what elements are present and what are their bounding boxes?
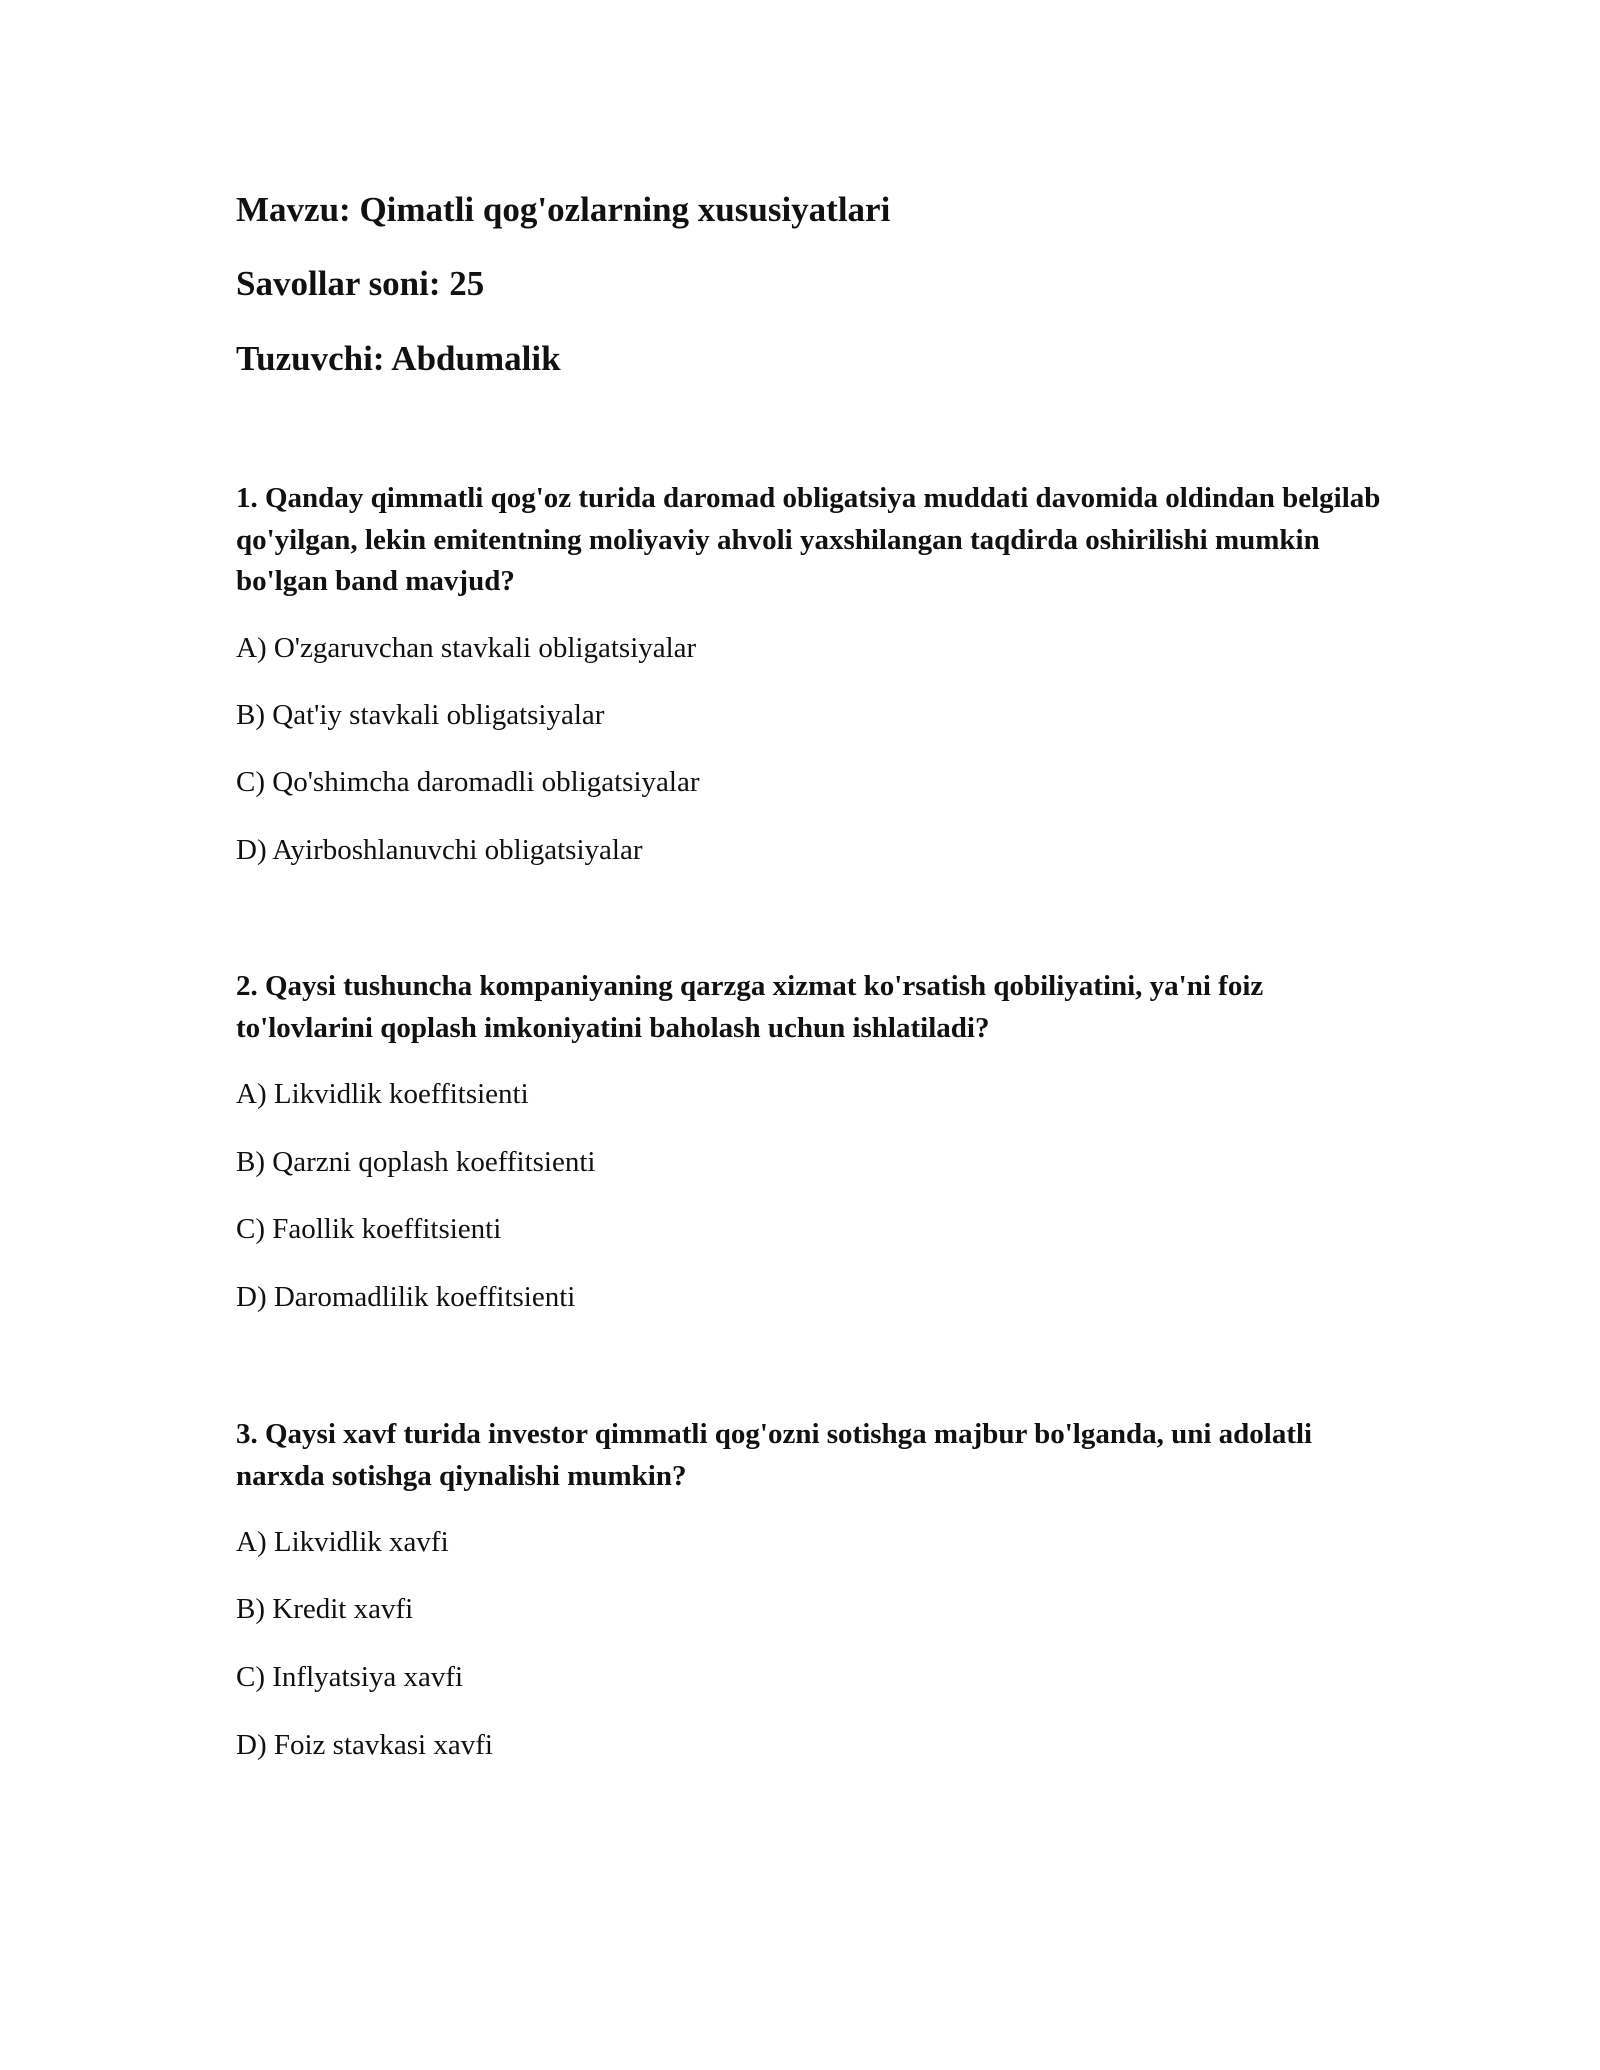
question-count: Savollar soni: 25 xyxy=(236,264,485,303)
question-1 xyxy=(236,478,1396,866)
answer-option-b: B) Qat'iy stavkali obligatsiyalar xyxy=(236,699,605,731)
answer-option-b: B) Qarzni qoplash koeffitsienti xyxy=(236,1146,596,1178)
question-text: 2. Qaysi tushuncha kompaniyaning qarzga xizmat ko'rsatish qobiliyatini, ya'ni foiz to'lovlarini qoplash imkoniyatini baholash uchun ishlatiladi? xyxy=(236,970,1264,1044)
answer-option-c: C) Inflyatsiya xavfi xyxy=(236,1661,464,1693)
answer-option-d: D) Daromadlilik koeffitsienti xyxy=(236,1281,576,1313)
answer-option-c: C) Faollik koeffitsienti xyxy=(236,1213,502,1245)
topic-heading: Mavzu: Qimatli qog'ozlarning xususiyatlari xyxy=(236,190,891,229)
answer-option-c: C) Qo'shimcha daromadli obligatsiyalar xyxy=(236,766,700,798)
answer-option-d: D) Ayirboshlanuvchi obligatsiyalar xyxy=(236,834,643,866)
question-text: 1. Qanday qimmatli qog'oz turida daromad obligatsiya muddati davomida oldindan belgilab qo'yilgan, lekin emitentning moliyaviy ahvoli yaxshilangan taqdirda oshirilishi mumkin bo'lgan band mavjud? xyxy=(236,482,1381,597)
author-line: Tuzuvchi: Abdumalik xyxy=(236,339,561,378)
answer-option-a: A) Likvidlik koeffitsienti xyxy=(236,1078,529,1110)
answer-option-a: A) O'zgaruvchan stavkali obligatsiyalar xyxy=(236,632,697,664)
question-3 xyxy=(236,1414,1396,1761)
question-2 xyxy=(236,966,1396,1313)
answer-option-d: D) Foiz stavkasi xavfi xyxy=(236,1729,493,1761)
answer-option-b: B) Kredit xavfi xyxy=(236,1593,414,1625)
question-text: 3. Qaysi xavf turida investor qimmatli qog'ozni sotishga majbur bo'lganda, uni adolatli narxda sotishga qiynalishi mumkin? xyxy=(236,1418,1313,1492)
answer-option-a: A) Likvidlik xavfi xyxy=(236,1526,449,1558)
